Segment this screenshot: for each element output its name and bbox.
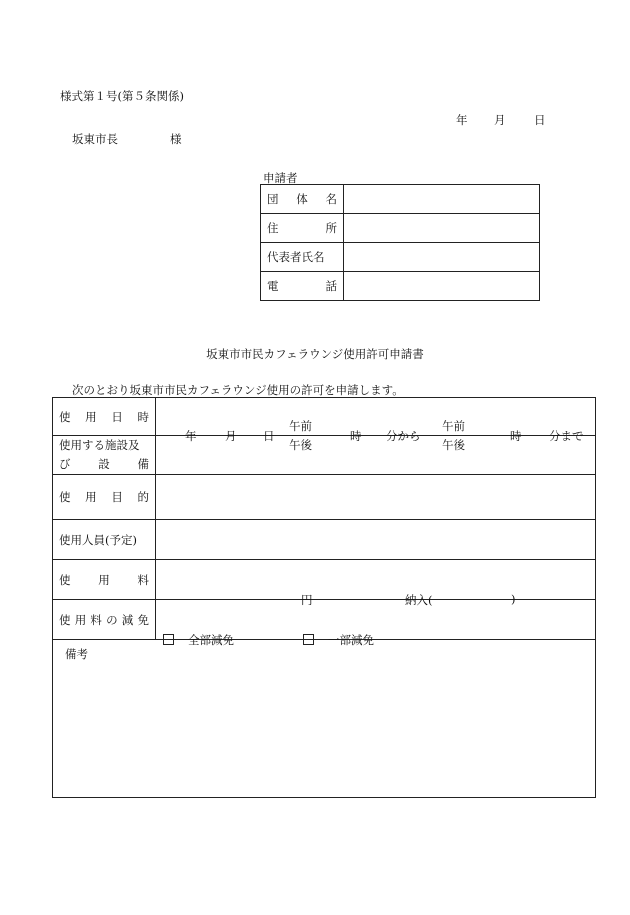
full-exemption-label: 全部減免	[188, 632, 234, 647]
end-minute-until: 分まで	[549, 428, 584, 443]
end-ampm	[442, 417, 465, 455]
exemption-full-option[interactable]	[163, 632, 234, 648]
remarks-label: 備考	[65, 647, 88, 661]
fee-payment: 納入(	[405, 592, 433, 607]
applicant-row-address	[261, 214, 540, 243]
purpose-label: 使 用 目 的	[59, 490, 149, 504]
applicant-row-group-name	[261, 185, 540, 214]
representative-field[interactable]	[344, 243, 540, 272]
representative-label: 代表者氏名	[261, 243, 344, 272]
address-field[interactable]	[344, 214, 540, 243]
fee-yen: 円	[301, 592, 313, 607]
facility-field[interactable]	[156, 436, 596, 475]
partial-exemption-label: 一部減免	[328, 632, 374, 647]
usage-month: 月	[225, 428, 237, 443]
addressee-name: 坂東市長	[72, 132, 118, 146]
end-pm: 午後	[442, 437, 465, 452]
fee-field[interactable]	[156, 560, 596, 607]
start-am: 午前	[289, 418, 312, 433]
form-number: 様式第１号(第５条関係)	[60, 89, 184, 103]
applicant-label: 申請者	[263, 171, 298, 185]
people-field[interactable]	[156, 520, 596, 560]
exemption-partial-option[interactable]	[303, 632, 374, 648]
applicant-table	[260, 184, 540, 301]
usage-year: 年	[185, 428, 197, 443]
honorific: 様	[170, 132, 182, 146]
facility-label-line2: び 設 備	[59, 457, 149, 471]
application-table	[52, 397, 596, 798]
usage-date-field[interactable]	[156, 398, 596, 452]
partial-exemption-checkbox[interactable]	[303, 634, 314, 645]
end-am: 午前	[442, 418, 465, 433]
start-pm: 午後	[289, 437, 312, 452]
row-people	[53, 520, 596, 560]
date-month-label: 月	[494, 113, 506, 127]
start-minute-from: 分から	[386, 428, 421, 443]
row-fee	[53, 560, 596, 600]
start-hour: 時	[350, 428, 362, 443]
phone-field[interactable]	[344, 272, 540, 301]
address-label: 住 所	[267, 221, 337, 235]
group-name-label: 団 体 名	[267, 192, 337, 206]
fee-label: 使 用 料	[59, 572, 149, 587]
row-purpose	[53, 475, 596, 520]
phone-label: 電 話	[267, 279, 337, 293]
date-day-label: 日	[534, 113, 546, 127]
people-label: 使用人員(予定)	[53, 520, 156, 560]
page-title: 坂東市市民カフェラウンジ使用許可申請書	[206, 347, 424, 361]
facility-label-line1: 使用する施設及	[59, 438, 140, 452]
usage-day: 日	[263, 428, 275, 443]
date-year-label: 年	[456, 113, 468, 127]
full-exemption-checkbox[interactable]	[163, 634, 174, 645]
start-ampm	[289, 417, 312, 455]
exemption-label: 使 用 料 の 減 免	[59, 612, 149, 627]
applicant-row-representative	[261, 243, 540, 272]
exemption-field	[156, 600, 596, 647]
row-remarks	[53, 640, 596, 798]
facility-label	[53, 436, 156, 475]
row-exemption	[53, 600, 596, 640]
usage-date-label: 使 用 日 時	[59, 409, 149, 424]
purpose-field[interactable]	[156, 475, 596, 520]
end-hour: 時	[510, 428, 522, 443]
fee-payment-close: )	[511, 591, 516, 606]
applicant-row-phone	[261, 272, 540, 301]
row-usage-date	[53, 398, 596, 436]
group-name-field[interactable]	[344, 185, 540, 214]
addressee	[72, 131, 182, 147]
intro-text: 次のとおり坂東市市民カフェラウンジ使用の許可を申請します。	[72, 383, 404, 397]
remarks-field[interactable]	[53, 640, 596, 798]
